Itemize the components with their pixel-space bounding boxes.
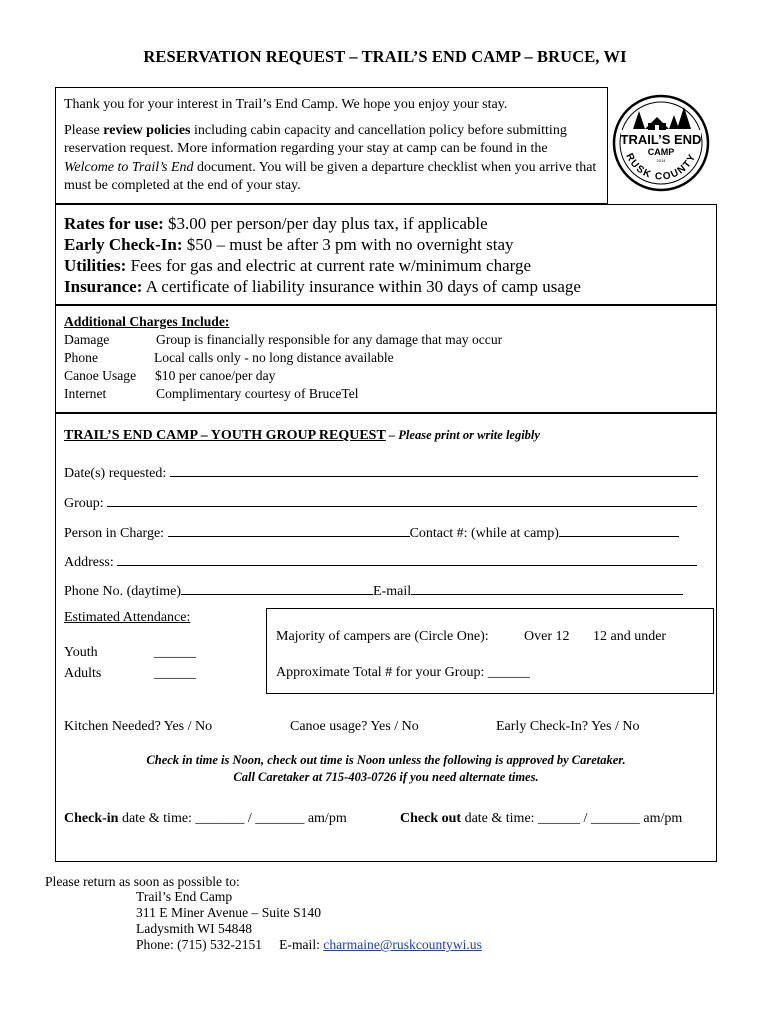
logo-year: 2014 (656, 158, 666, 163)
additional-charges-box (55, 305, 717, 413)
group-field[interactable]: Group: (64, 494, 697, 512)
adults-field[interactable]: ______ (154, 666, 196, 681)
charge-internet-desc: Complimentary courtesy of BruceTel (156, 386, 359, 401)
rate-line-use: Rates for use: $3.00 per person/per day plus tax, if applicable (64, 214, 488, 233)
kitchen-needed-field[interactable]: Kitchen Needed? Yes / No (64, 719, 213, 734)
charge-phone-desc: Local calls only - no long distance available (154, 350, 394, 365)
youth-group-form (55, 413, 717, 862)
checkin-note: Check in time is Noon, check out time is Noon unless the following is approved by Caretaker. Call Caretaker at 715-403-0726 if you need alternate times. (146, 753, 626, 784)
welcome-doc-name: Welcome to Trail’s End (64, 159, 194, 175)
rate-line-utilities: Utilities: Fees for gas and electric at current rate w/minimum charge (64, 256, 532, 275)
youth-field[interactable]: ______ (154, 645, 196, 660)
attendance-details-box (266, 608, 714, 694)
charge-canoe: Canoe Usage (64, 368, 137, 383)
charge-internet: Internet (64, 386, 107, 401)
dates-requested-field[interactable]: Date(s) requested: (64, 464, 698, 482)
rates-box (55, 204, 717, 305)
adults-label: Adults (64, 666, 102, 681)
rate-line-early-checkin: Early Check-In: $50 – must be after 3 pm with no overnight stay (64, 235, 514, 254)
canoe-usage-field[interactable]: Canoe usage? Yes / No (290, 719, 419, 734)
charges-heading: Additional Charges Include: (64, 314, 230, 329)
return-intro: Please return as soon as possible to: (45, 874, 240, 889)
return-street: 311 E Miner Avenue – Suite S140 (136, 905, 322, 920)
approximate-total-field[interactable]: Approximate Total # for your Group: ______ (276, 665, 530, 680)
charge-phone: Phone (64, 350, 98, 365)
estimated-attendance-label: Estimated Attendance: (64, 610, 191, 625)
intro-box (55, 87, 608, 204)
logo-text-1: TRAIL’S END (620, 132, 702, 147)
return-city: Ladysmith WI 54848 (136, 921, 253, 936)
return-address (136, 889, 482, 953)
charge-canoe-desc: $10 per canoe/per day (155, 368, 276, 383)
person-in-charge-field[interactable]: Person in Charge: Contact #: (while at camp) (64, 524, 679, 542)
option-over-12[interactable]: Over 12 (524, 629, 570, 644)
early-checkin-field[interactable]: Early Check-In? Yes / No (496, 719, 640, 734)
intro-line: Thank you for your interest in Trail’s End Camp. We hope you enjoy your stay. (64, 97, 508, 112)
contact-label: Contact #: (while at camp) (409, 526, 559, 541)
youth-label: Youth (64, 645, 98, 660)
trails-end-camp-logo (611, 93, 711, 193)
email-link[interactable]: charmaine@ruskcountywi.us (323, 937, 482, 952)
checkout-datetime-field[interactable]: Check out date & time: ______ / _______ am/pm (400, 811, 683, 826)
charge-damage: Damage (64, 332, 110, 347)
majority-label: Majority of campers are (Circle One): (276, 629, 489, 644)
return-contact: Phone: (715) 532-2151 E-mail: charmaine@ruskcountywi.us (136, 937, 482, 952)
return-name: Trail’s End Camp (136, 889, 233, 904)
rate-line-insurance: Insurance: A certificate of liability insurance within 30 days of camp usage (64, 277, 581, 296)
page-title: RESERVATION REQUEST – TRAIL’S END CAMP – BRUCE, WI (143, 47, 627, 66)
option-12-and-under[interactable]: 12 and under (593, 629, 667, 644)
charge-damage-desc: Group is financially responsible for any damage that may occur (156, 332, 503, 347)
logo-text-2: CAMP (647, 147, 675, 157)
logo-arc-text: RUSK COUNTY (623, 151, 699, 183)
address-field[interactable]: Address: (64, 553, 697, 571)
intro-paragraph: Please review policies including cabin capacity and cancellation policy before submitting reservation request. More information regarding your stay at camp can be found in the Welcome to Trail’s End document. You will be given a departure checklist when you arrive that must be completed at the end of your stay. (64, 123, 597, 194)
rates-list (64, 213, 581, 297)
email-label: E-mail (373, 584, 412, 599)
review-policies-text: review policies (103, 123, 191, 138)
phone-email-field[interactable]: Phone No. (daytime) E-mail (64, 582, 683, 600)
checkin-datetime-field[interactable]: Check-in date & time: _______ / _______ am/pm (64, 811, 347, 826)
form-heading: TRAIL’S END CAMP – YOUTH GROUP REQUEST – Please print or write legibly (64, 428, 540, 443)
